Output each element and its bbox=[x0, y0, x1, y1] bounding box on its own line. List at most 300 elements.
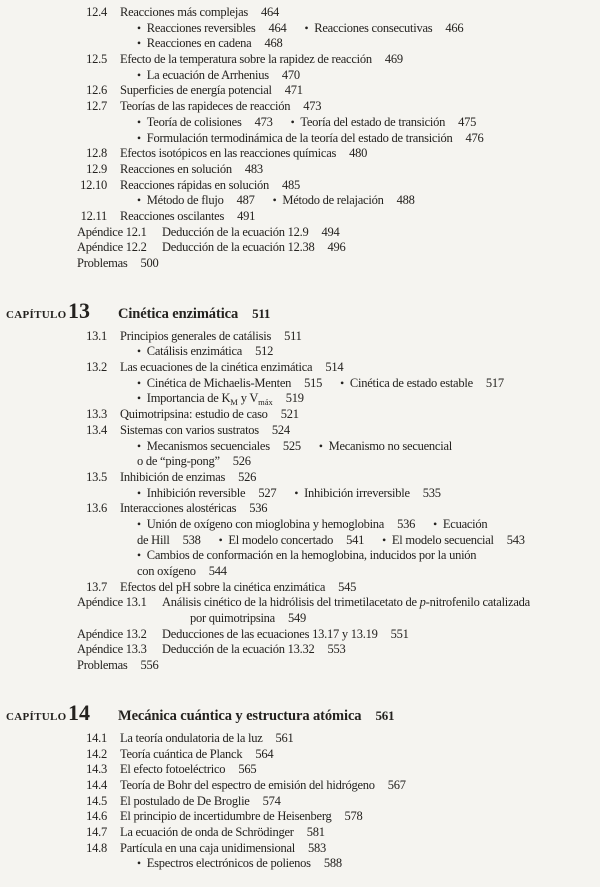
section-number: 14.7 bbox=[86, 824, 107, 839]
appendix-title bbox=[162, 642, 315, 656]
toc-entry-part bbox=[137, 36, 282, 53]
text-run: Principios generales de catálisis bbox=[120, 328, 272, 343]
page-number: 473 bbox=[254, 114, 273, 129]
toc-line-section bbox=[0, 809, 600, 825]
section-body bbox=[120, 778, 406, 794]
page-number: 464 bbox=[268, 20, 287, 35]
toc-line-appendix bbox=[0, 240, 600, 256]
toc-line-appendix-continuation bbox=[0, 611, 600, 627]
page-number: 470 bbox=[281, 67, 300, 82]
text-run: Reacciones consecutivas bbox=[314, 20, 433, 35]
bullet-icon: • bbox=[340, 377, 344, 390]
page-number: 515 bbox=[304, 375, 323, 390]
text-run: de Hill bbox=[137, 532, 170, 547]
section-number: 12.10 bbox=[80, 177, 107, 192]
section-body bbox=[120, 794, 281, 810]
appendix-label: Apéndice 13.3 bbox=[77, 642, 147, 657]
page-number: 564 bbox=[255, 746, 274, 761]
toc-entry-part bbox=[137, 454, 251, 470]
section-body bbox=[120, 178, 300, 194]
section-title bbox=[120, 99, 290, 113]
bullet-icon: • bbox=[137, 195, 141, 208]
toc-line-section bbox=[0, 209, 600, 225]
toc-entry-part bbox=[137, 391, 304, 408]
text-run: Efectos isotópicos en las reacciones químicas bbox=[120, 146, 337, 161]
toc-line-bullets bbox=[0, 391, 600, 407]
section-title bbox=[120, 731, 263, 745]
page-number: 541 bbox=[346, 532, 365, 547]
appendix-title bbox=[162, 627, 378, 641]
text-run: Cambios de conformación en la hemoglobina, inducidos por la unión bbox=[146, 548, 477, 563]
toc-line-section bbox=[0, 794, 600, 810]
toc-line-bullets bbox=[0, 548, 600, 564]
bullet-icon: • bbox=[137, 116, 141, 129]
page-number: 543 bbox=[506, 532, 525, 547]
toc-entry-part bbox=[137, 548, 476, 565]
section-body bbox=[120, 52, 403, 68]
text-run: Cinética de estado estable bbox=[349, 375, 473, 390]
text-run: con oxígeno bbox=[137, 564, 196, 578]
section-number: 12.11 bbox=[80, 208, 107, 223]
section-number: 13.3 bbox=[86, 407, 107, 422]
toc-line-bullets bbox=[0, 517, 600, 533]
page-number: 464 bbox=[260, 5, 279, 19]
page-number: 511 bbox=[284, 328, 302, 343]
page-number: 469 bbox=[384, 52, 403, 67]
toc-line-section bbox=[0, 778, 600, 794]
toc-entry-part bbox=[382, 533, 525, 550]
chapter-page-number: 511 bbox=[252, 305, 271, 321]
toc-entry-part bbox=[291, 115, 477, 132]
section-title bbox=[120, 146, 336, 160]
text-run: Problemas bbox=[77, 256, 128, 270]
chapter-page-number: 561 bbox=[375, 707, 395, 723]
toc-line-appendix bbox=[0, 627, 600, 643]
toc-line-continuation bbox=[0, 564, 600, 580]
text-run: Método de flujo bbox=[146, 193, 224, 208]
page-number: 538 bbox=[182, 532, 201, 547]
appendix-title bbox=[162, 225, 309, 239]
chapter-title: Mecánica cuántica y estructura atómica bbox=[118, 707, 362, 724]
text-run: Mecanismos secuenciales bbox=[146, 438, 270, 453]
text-run: Teoría cuántica de Planck bbox=[120, 746, 243, 761]
text-run: Reacciones rápidas en solución bbox=[120, 177, 270, 192]
section-number: 14.2 bbox=[86, 746, 107, 761]
text-run: La teoría ondulatoria de la luz bbox=[120, 730, 263, 745]
text-run: Deducción de la ecuación 12.38 bbox=[162, 240, 315, 255]
section-number: 14.5 bbox=[86, 793, 107, 808]
section-title bbox=[120, 762, 225, 776]
section-number: 12.5 bbox=[86, 52, 107, 67]
problems-label bbox=[77, 658, 128, 674]
chapter-block bbox=[0, 700, 600, 872]
entry-text bbox=[147, 856, 311, 870]
section-title bbox=[120, 52, 372, 66]
text-run: El postulado de De Broglie bbox=[120, 793, 250, 808]
toc-entry-part bbox=[433, 517, 487, 534]
entry-text bbox=[147, 131, 453, 145]
text-run: El modelo concertado bbox=[228, 532, 334, 547]
appendix-body bbox=[162, 225, 340, 241]
bullet-icon: • bbox=[218, 534, 223, 547]
text-run: Deducción de la ecuación 13.32 bbox=[162, 642, 315, 657]
section-title bbox=[120, 794, 250, 808]
section-body bbox=[120, 209, 255, 225]
text-run: El principio de incertidumbre de Heisenberg bbox=[120, 809, 332, 824]
chapter-heading bbox=[0, 700, 600, 726]
toc-entry-part bbox=[273, 193, 415, 210]
page-number: 517 bbox=[485, 375, 504, 390]
text-run: Inhibición de enzimas bbox=[120, 469, 226, 484]
section-body bbox=[120, 747, 273, 763]
appendix-label: Apéndice 13.2 bbox=[77, 626, 147, 641]
section-number: 14.1 bbox=[86, 730, 107, 745]
section-number: 14.4 bbox=[86, 777, 107, 792]
toc-entry-part bbox=[137, 115, 273, 132]
toc-line-section bbox=[0, 747, 600, 763]
bullet-icon: • bbox=[433, 518, 437, 531]
appendix-label: Apéndice 12.1 bbox=[77, 224, 147, 239]
subscript-text: M bbox=[230, 396, 238, 407]
appendix-title bbox=[162, 240, 315, 254]
page-number: 549 bbox=[287, 611, 306, 626]
appendix-body bbox=[162, 595, 530, 611]
toc-line-section bbox=[0, 178, 600, 194]
text-run: Deducciones de las ecuaciones 13.17 y 13.19 bbox=[162, 626, 378, 641]
page-number: 521 bbox=[280, 407, 299, 422]
text-run: La ecuación de Arrhenius bbox=[146, 67, 269, 82]
section-body bbox=[120, 762, 256, 778]
entry-text bbox=[300, 115, 445, 129]
page-number: 565 bbox=[238, 762, 257, 777]
entry-text bbox=[137, 564, 196, 578]
page-number: 476 bbox=[465, 130, 484, 145]
entry-text bbox=[147, 36, 252, 50]
section-body bbox=[120, 5, 279, 21]
section-title bbox=[120, 580, 325, 594]
text-run: y V bbox=[237, 391, 259, 406]
toc-line-section bbox=[0, 731, 600, 747]
toc-entry-part bbox=[137, 131, 483, 148]
text-run: El modelo secuencial bbox=[391, 532, 494, 547]
text-run: Efectos del pH sobre la cinética enzimática bbox=[120, 579, 326, 594]
section-title bbox=[120, 470, 225, 484]
italic-text: p bbox=[419, 595, 426, 610]
text-run: Sistemas con varios sustratos bbox=[120, 422, 259, 437]
text-run: Catálisis enzimática bbox=[146, 344, 243, 359]
page-number: 487 bbox=[236, 193, 255, 208]
entry-text bbox=[147, 439, 270, 453]
section-body bbox=[120, 329, 302, 345]
toc-entry-part bbox=[137, 533, 201, 549]
section-number: 12.9 bbox=[86, 161, 107, 176]
chapter-heading bbox=[0, 298, 600, 324]
bullet-icon: • bbox=[137, 858, 141, 871]
entry-text bbox=[350, 376, 473, 390]
text-run: Partícula en una caja unidimensional bbox=[120, 840, 295, 855]
toc-line-section bbox=[0, 99, 600, 115]
appendix-title bbox=[162, 595, 530, 609]
bullet-icon: • bbox=[137, 440, 141, 453]
toc-entry-part bbox=[137, 376, 322, 393]
toc-line-section bbox=[0, 146, 600, 162]
toc-line-section bbox=[0, 5, 600, 21]
toc-line-problems bbox=[0, 256, 600, 272]
section-title bbox=[120, 83, 272, 97]
toc-entry-part bbox=[190, 611, 306, 627]
page-number: 480 bbox=[349, 146, 368, 161]
toc-entry-part bbox=[137, 564, 227, 580]
text-run: Importancia de K bbox=[146, 391, 231, 406]
text-run: Ecuación bbox=[442, 516, 488, 531]
toc-entry-part bbox=[137, 439, 301, 456]
toc-entry-part bbox=[219, 533, 364, 550]
toc-entry-part bbox=[137, 21, 286, 38]
text-run: Inhibición irreversible bbox=[304, 485, 410, 500]
section-number: 12.8 bbox=[86, 146, 107, 161]
toc-line-section bbox=[0, 423, 600, 439]
chapter-label: CAPÍTULO bbox=[6, 710, 67, 723]
section-body bbox=[120, 146, 367, 162]
entry-text bbox=[147, 376, 291, 390]
chapter-block bbox=[0, 298, 600, 674]
entry-text bbox=[443, 517, 488, 531]
section-title bbox=[120, 162, 232, 176]
section-body bbox=[120, 83, 303, 99]
toc-line-bullets bbox=[0, 486, 600, 502]
toc-line-section bbox=[0, 83, 600, 99]
toc-line-continuation bbox=[0, 533, 600, 549]
text-run: Interacciones alostéricas bbox=[120, 501, 237, 516]
toc-entry-part bbox=[137, 517, 415, 534]
page-number: 512 bbox=[255, 344, 274, 359]
text-run: Deducción de la ecuación 12.9 bbox=[162, 224, 309, 239]
bullet-icon: • bbox=[137, 346, 141, 359]
section-body bbox=[120, 501, 267, 517]
bullet-icon: • bbox=[137, 487, 141, 500]
appendix-body bbox=[162, 642, 346, 658]
appendix-body bbox=[162, 627, 409, 643]
section-body bbox=[120, 407, 299, 423]
page-number: 553 bbox=[327, 642, 346, 657]
text-run: Método de relajación bbox=[282, 193, 384, 208]
section-title bbox=[120, 501, 236, 515]
section-number: 13.7 bbox=[86, 579, 107, 594]
page-number: 527 bbox=[258, 485, 277, 500]
section-number: 12.4 bbox=[86, 5, 107, 19]
text-run: Reacciones en solución bbox=[120, 161, 232, 176]
entry-text bbox=[147, 391, 273, 405]
chapter-number: 13 bbox=[68, 297, 90, 323]
toc-entry-part bbox=[137, 193, 255, 210]
entry-text bbox=[147, 517, 384, 531]
text-run: Análisis cinético de la hidrólisis del trimetilacetato de bbox=[162, 595, 420, 610]
toc-entry-part bbox=[137, 68, 300, 85]
bullet-icon: • bbox=[137, 550, 141, 563]
entry-text bbox=[190, 611, 275, 625]
page-number: 536 bbox=[249, 501, 268, 516]
text-run: Superficies de energía potencial bbox=[120, 83, 272, 98]
appendix-body bbox=[162, 240, 346, 256]
bullet-icon: • bbox=[294, 487, 299, 500]
section-body bbox=[120, 580, 356, 596]
toc-line-bullets bbox=[0, 344, 600, 360]
page-number: 491 bbox=[237, 208, 256, 223]
toc-line-bullets bbox=[0, 193, 600, 209]
text-run: Reacciones más complejas bbox=[120, 5, 248, 19]
toc-line-bullets bbox=[0, 68, 600, 84]
bullet-icon: • bbox=[272, 195, 277, 208]
chapter-title: Cinética enzimática bbox=[118, 305, 239, 322]
bullet-icon: • bbox=[137, 393, 141, 406]
bullet-icon: • bbox=[137, 22, 141, 35]
page-number: 473 bbox=[303, 99, 322, 114]
page-number: 551 bbox=[390, 626, 409, 641]
text-run: Problemas bbox=[77, 658, 128, 673]
entry-text bbox=[282, 193, 383, 207]
entry-text bbox=[137, 454, 220, 468]
toc-entry-part bbox=[319, 439, 452, 456]
section-body bbox=[120, 470, 256, 486]
toc-entry-part bbox=[137, 344, 273, 361]
section-body bbox=[120, 360, 343, 376]
entry-text bbox=[304, 486, 410, 500]
toc-line-section bbox=[0, 407, 600, 423]
page-number: 525 bbox=[282, 438, 301, 453]
entry-text bbox=[137, 533, 170, 547]
section-title bbox=[120, 178, 269, 192]
page-number: 544 bbox=[208, 564, 227, 578]
toc-line-appendix bbox=[0, 595, 600, 611]
text-run: Cinética de Michaelis-Menten bbox=[146, 375, 292, 390]
page-number: 475 bbox=[458, 114, 477, 129]
section-title bbox=[120, 841, 295, 855]
section-number: 13.4 bbox=[86, 422, 107, 437]
section-number: 12.6 bbox=[86, 83, 107, 98]
text-run: Teoría de colisiones bbox=[146, 114, 242, 129]
toc-entry-part bbox=[137, 856, 342, 873]
text-run: por quimotripsina bbox=[190, 611, 275, 626]
entry-text bbox=[147, 21, 256, 35]
page-number: 485 bbox=[282, 177, 301, 192]
bullet-icon: • bbox=[382, 534, 386, 547]
section-number: 12.7 bbox=[86, 99, 107, 114]
section-title bbox=[120, 329, 271, 343]
section-body bbox=[120, 99, 321, 115]
page-number: 578 bbox=[344, 809, 363, 824]
toc-line-bullets bbox=[0, 376, 600, 392]
page-number: 483 bbox=[244, 161, 263, 176]
page-number: 536 bbox=[397, 516, 416, 531]
bullet-icon: • bbox=[318, 440, 323, 453]
entry-text bbox=[147, 548, 477, 562]
toc-entry-part bbox=[304, 21, 463, 38]
section-number: 13.5 bbox=[86, 469, 107, 484]
toc-line-section bbox=[0, 470, 600, 486]
page-number: 526 bbox=[238, 469, 257, 484]
entry-text bbox=[392, 533, 494, 547]
page-number: 567 bbox=[387, 777, 406, 792]
toc-line-section bbox=[0, 501, 600, 517]
section-title bbox=[120, 809, 332, 823]
toc-line-appendix bbox=[0, 225, 600, 241]
page-number: 561 bbox=[275, 730, 294, 745]
section-body bbox=[120, 731, 294, 747]
section-title bbox=[120, 747, 242, 761]
text-run: Teoría del estado de transición bbox=[300, 114, 446, 129]
page-number: 468 bbox=[264, 36, 283, 51]
toc-line-continuation bbox=[0, 454, 600, 470]
section-number: 14.6 bbox=[86, 809, 107, 824]
section-body bbox=[120, 162, 263, 178]
bullet-icon: • bbox=[137, 69, 141, 82]
toc-entry-part bbox=[294, 486, 440, 503]
page-number: 526 bbox=[232, 454, 251, 469]
problems-label bbox=[77, 256, 128, 272]
section-number: 13.1 bbox=[86, 328, 107, 343]
text-run: Teorías de las rapideces de reacción bbox=[120, 99, 291, 114]
entry-text bbox=[147, 344, 242, 358]
appendix-label: Apéndice 13.1 bbox=[77, 595, 147, 610]
page-number: 496 bbox=[327, 240, 346, 255]
page-number: 519 bbox=[285, 391, 304, 406]
bullet-icon: • bbox=[137, 377, 141, 390]
page-number: 466 bbox=[445, 20, 464, 35]
bullet-icon: • bbox=[137, 38, 141, 51]
bullet-icon: • bbox=[137, 518, 141, 531]
toc-line-bullets bbox=[0, 115, 600, 131]
text-run: Unión de oxígeno con mioglobina y hemoglobina bbox=[146, 516, 385, 531]
text-run: Reacciones oscilantes bbox=[120, 208, 225, 223]
toc-line-bullets bbox=[0, 36, 600, 52]
toc-line-bullets bbox=[0, 856, 600, 872]
section-body bbox=[120, 423, 290, 439]
section-title bbox=[120, 825, 294, 839]
toc-entry-part bbox=[137, 486, 276, 503]
chapter-label: CAPÍTULO bbox=[6, 308, 67, 321]
entry-text bbox=[228, 533, 333, 547]
text-run: Formulación termodinámica de la teoría del estado de transición bbox=[146, 130, 453, 145]
entry-text bbox=[314, 21, 432, 35]
toc-line-section bbox=[0, 360, 600, 376]
section-body bbox=[120, 809, 363, 825]
subscript-text: máx bbox=[258, 396, 273, 407]
toc-line-bullets bbox=[0, 21, 600, 37]
text-run: -nitrofenilo catalizada bbox=[425, 595, 530, 610]
page-number: 535 bbox=[422, 485, 441, 500]
toc-line-bullets bbox=[0, 439, 600, 455]
section-number: 13.6 bbox=[86, 501, 107, 516]
text-run: El efecto fotoeléctrico bbox=[120, 762, 226, 777]
entry-text bbox=[147, 486, 246, 500]
toc-line-problems bbox=[0, 658, 600, 674]
section-number: 13.2 bbox=[86, 360, 107, 375]
toc-line-section bbox=[0, 841, 600, 857]
page-number: 524 bbox=[271, 422, 290, 437]
text-run: Quimotripsina: estudio de caso bbox=[120, 407, 268, 422]
toc-line-section bbox=[0, 52, 600, 68]
text-run: La ecuación de onda de Schrödinger bbox=[120, 824, 294, 839]
entry-text bbox=[147, 193, 224, 207]
appendix-label: Apéndice 12.2 bbox=[77, 240, 147, 255]
page-number: 556 bbox=[140, 658, 159, 673]
page-number: 545 bbox=[338, 579, 357, 594]
section-title bbox=[120, 5, 248, 19]
bullet-icon: • bbox=[137, 132, 141, 145]
page-number: 500 bbox=[140, 256, 159, 270]
text-run: Reacciones en cadena bbox=[146, 36, 252, 51]
section-number: 14.3 bbox=[86, 762, 107, 777]
